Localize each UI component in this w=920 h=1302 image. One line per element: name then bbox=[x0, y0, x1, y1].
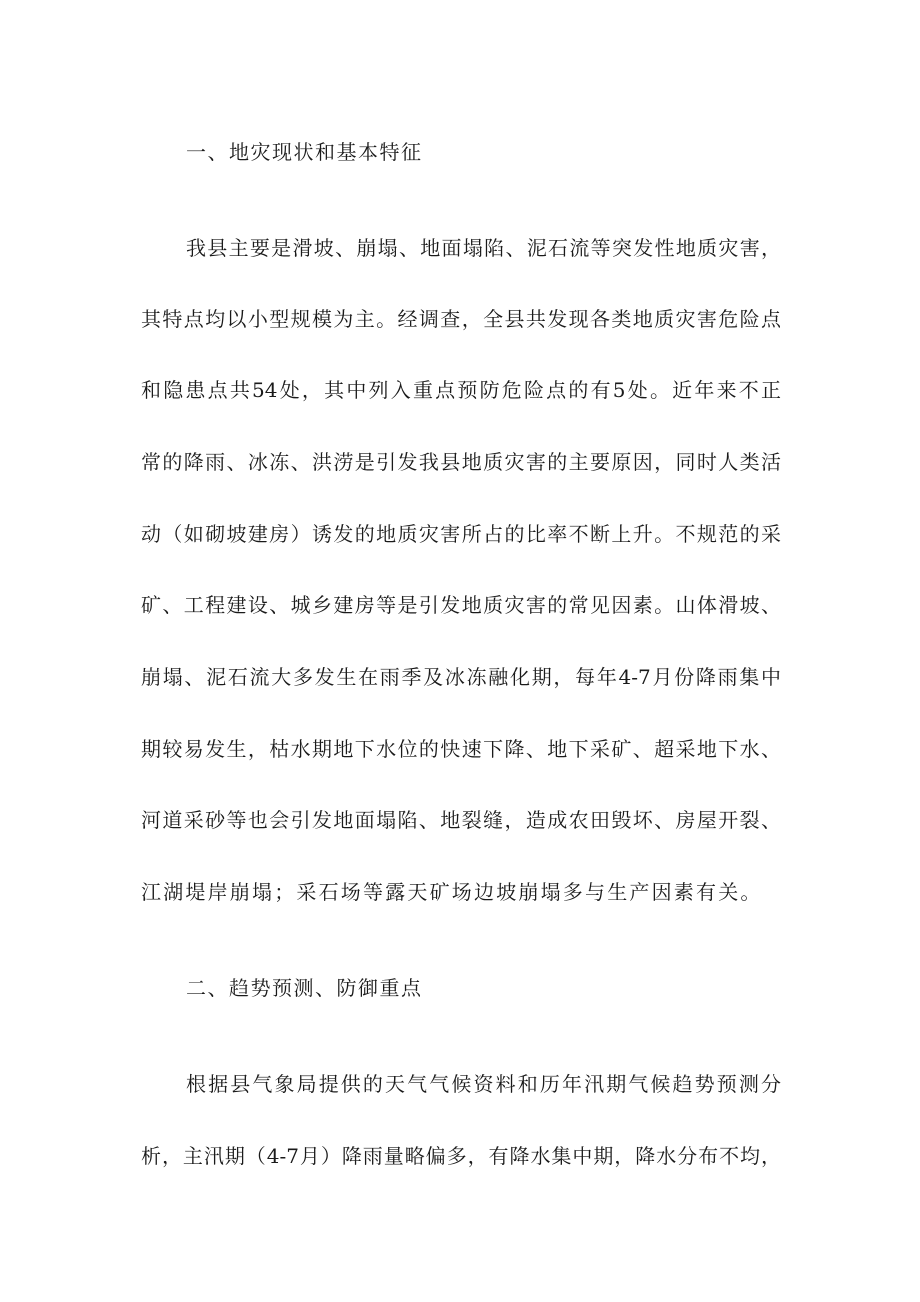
section-1-line-7: 崩塌、泥石流大多发生在雨季及冰冻融化期，每年4-7月份降雨集中 bbox=[141, 665, 781, 689]
section-1-line-10: 江湖堤岸崩塌；采石场等露天矿场边坡崩塌多与生产因素有关。 bbox=[141, 880, 763, 904]
section-1-line-5: 动（如砌坡建房）诱发的地质灾害所占的比率不断上升。不规范的采 bbox=[141, 522, 781, 546]
section-2-heading: 二、趋势预测、防御重点 bbox=[186, 976, 423, 1000]
section-2-line-1: 根据县气象局提供的天气气候资料和历年汛期气候趋势预测分 bbox=[186, 1072, 781, 1096]
section-1-line-2: 其特点均以小型规模为主。经调查，全县共发现各类地质灾害危险点 bbox=[141, 307, 781, 331]
section-2-line-2: 析，主汛期（4-7月）降雨量略偏多，有降水集中期，降水分布不均， bbox=[141, 1144, 781, 1168]
section-1-heading: 一、地灾现状和基本特征 bbox=[186, 140, 423, 164]
section-1-line-4: 常的降雨、冰冻、洪涝是引发我县地质灾害的主要原因，同时人类活 bbox=[141, 450, 781, 474]
section-1-line-9: 河道采砂等也会引发地面塌陷、地裂缝，造成农田毁坏、房屋开裂、 bbox=[141, 808, 781, 832]
section-1-line-6: 矿、工程建设、城乡建房等是引发地质灾害的常见因素。山体滑坡、 bbox=[141, 593, 781, 617]
section-1-line-3: 和隐患点共54处，其中列入重点预防危险点的有5处。近年来不正 bbox=[141, 378, 781, 402]
section-1-line-8: 期较易发生，枯水期地下水位的快速下降、地下采矿、超采地下水、 bbox=[141, 737, 781, 761]
section-1-line-1: 我县主要是滑坡、崩塌、地面塌陷、泥石流等突发性地质灾害， bbox=[186, 236, 781, 260]
